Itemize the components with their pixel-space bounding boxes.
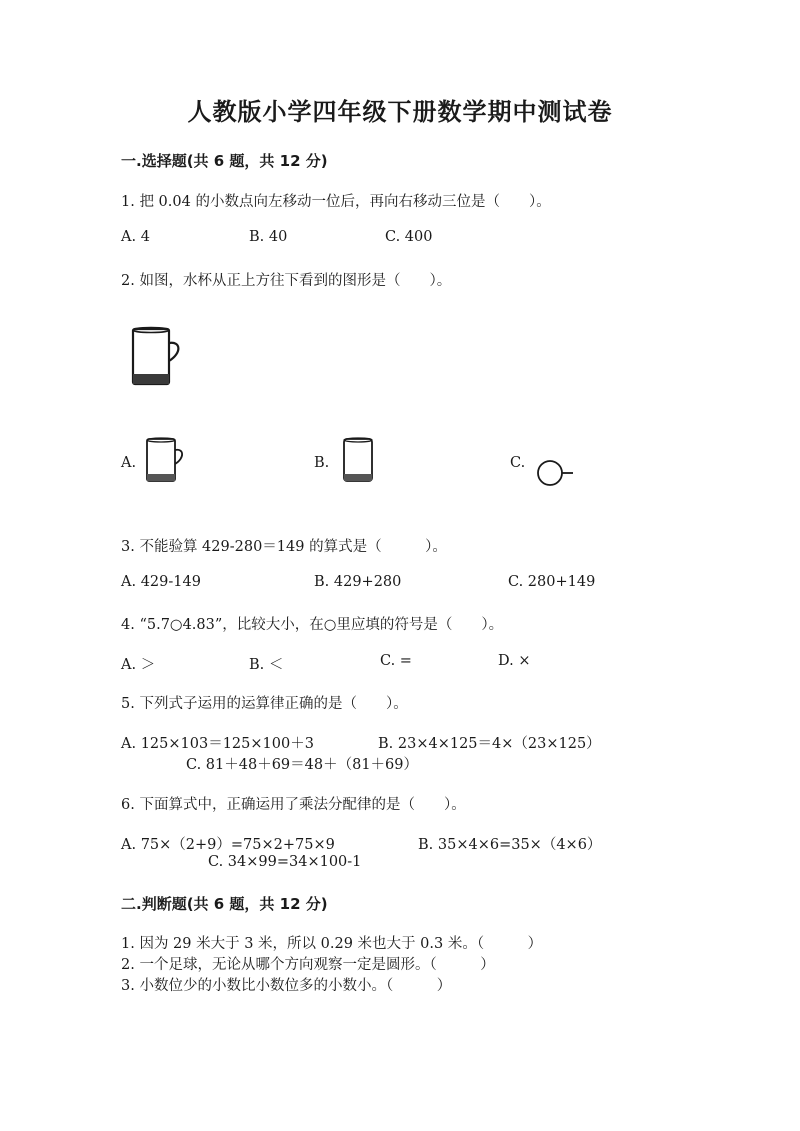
question-1: 1. 把 0.04 的小数点向左移动一位后，再向右移动三位是（ ）。 <box>121 194 551 210</box>
q6-option-c: C. 34×99=34×100-1 <box>208 854 362 870</box>
question-5: 5. 下列式子运用的运算律正确的是（ ）。 <box>121 696 408 712</box>
judgment-question-2: 2. 一个足球，无论从哪个方向观察一定是圆形。（ ） <box>121 957 495 973</box>
q4-option-d: D. × <box>498 653 531 669</box>
q1-option-a: A. 4 <box>121 229 150 245</box>
q5-option-a: A. 125×103＝125×100＋3 <box>121 736 314 752</box>
q5-option-b: B. 23×4×125＝4×（23×125） <box>378 736 601 752</box>
q6-option-a: A. 75×（2+9）=75×2+75×9 <box>121 837 335 853</box>
q2-option-c: C. <box>510 455 526 471</box>
q4-option-b: B. ＜ <box>249 657 284 673</box>
q1-option-b: B. 40 <box>249 229 288 245</box>
q4-option-a: A. ＞ <box>121 657 156 673</box>
question-6: 6. 下面算式中，正确运用了乘法分配律的是（ ）。 <box>121 797 466 813</box>
q4-option-c: C. = <box>380 653 412 669</box>
q5-option-c: C. 81＋48＋69＝48＋（81＋69） <box>186 757 418 773</box>
q2-option-b: B. <box>314 455 330 471</box>
section-heading-choice: 一.选择题(共 6 题，共 12 分) <box>121 152 328 170</box>
q1-option-c: C. 400 <box>385 229 433 245</box>
mug-side-view-icon <box>142 436 188 484</box>
mug-figure <box>126 325 186 387</box>
q3-option-c: C. 280+149 <box>508 574 596 590</box>
question-4: 4. “5.7○4.83”，比较大小，在○里应填的符号是（ ）。 <box>121 617 504 633</box>
q3-option-a: A. 429-149 <box>121 574 201 590</box>
q2-option-a: A. <box>121 455 137 471</box>
question-3: 3. 不能验算 429-280＝149 的算式是（ ）。 <box>121 539 447 555</box>
section-heading-judgment: 二.判断题(共 6 题，共 12 分) <box>121 895 328 913</box>
q3-option-b: B. 429+280 <box>314 574 402 590</box>
circle-top-view-icon <box>535 458 577 488</box>
question-2: 2. 如图，水杯从正上方往下看到的图形是（ ）。 <box>121 273 452 289</box>
judgment-question-3: 3. 小数位少的小数比小数位多的小数小。（ ） <box>121 978 452 994</box>
judgment-question-1: 1. 因为 29 米大于 3 米，所以 0.29 米也大于 0.3 米。（ ） <box>121 936 543 952</box>
q6-option-b: B. 35×4×6=35×（4×6） <box>418 837 602 853</box>
page-title: 人教版小学四年级下册数学期中测试卷 <box>187 98 613 126</box>
cylinder-icon <box>341 436 375 484</box>
